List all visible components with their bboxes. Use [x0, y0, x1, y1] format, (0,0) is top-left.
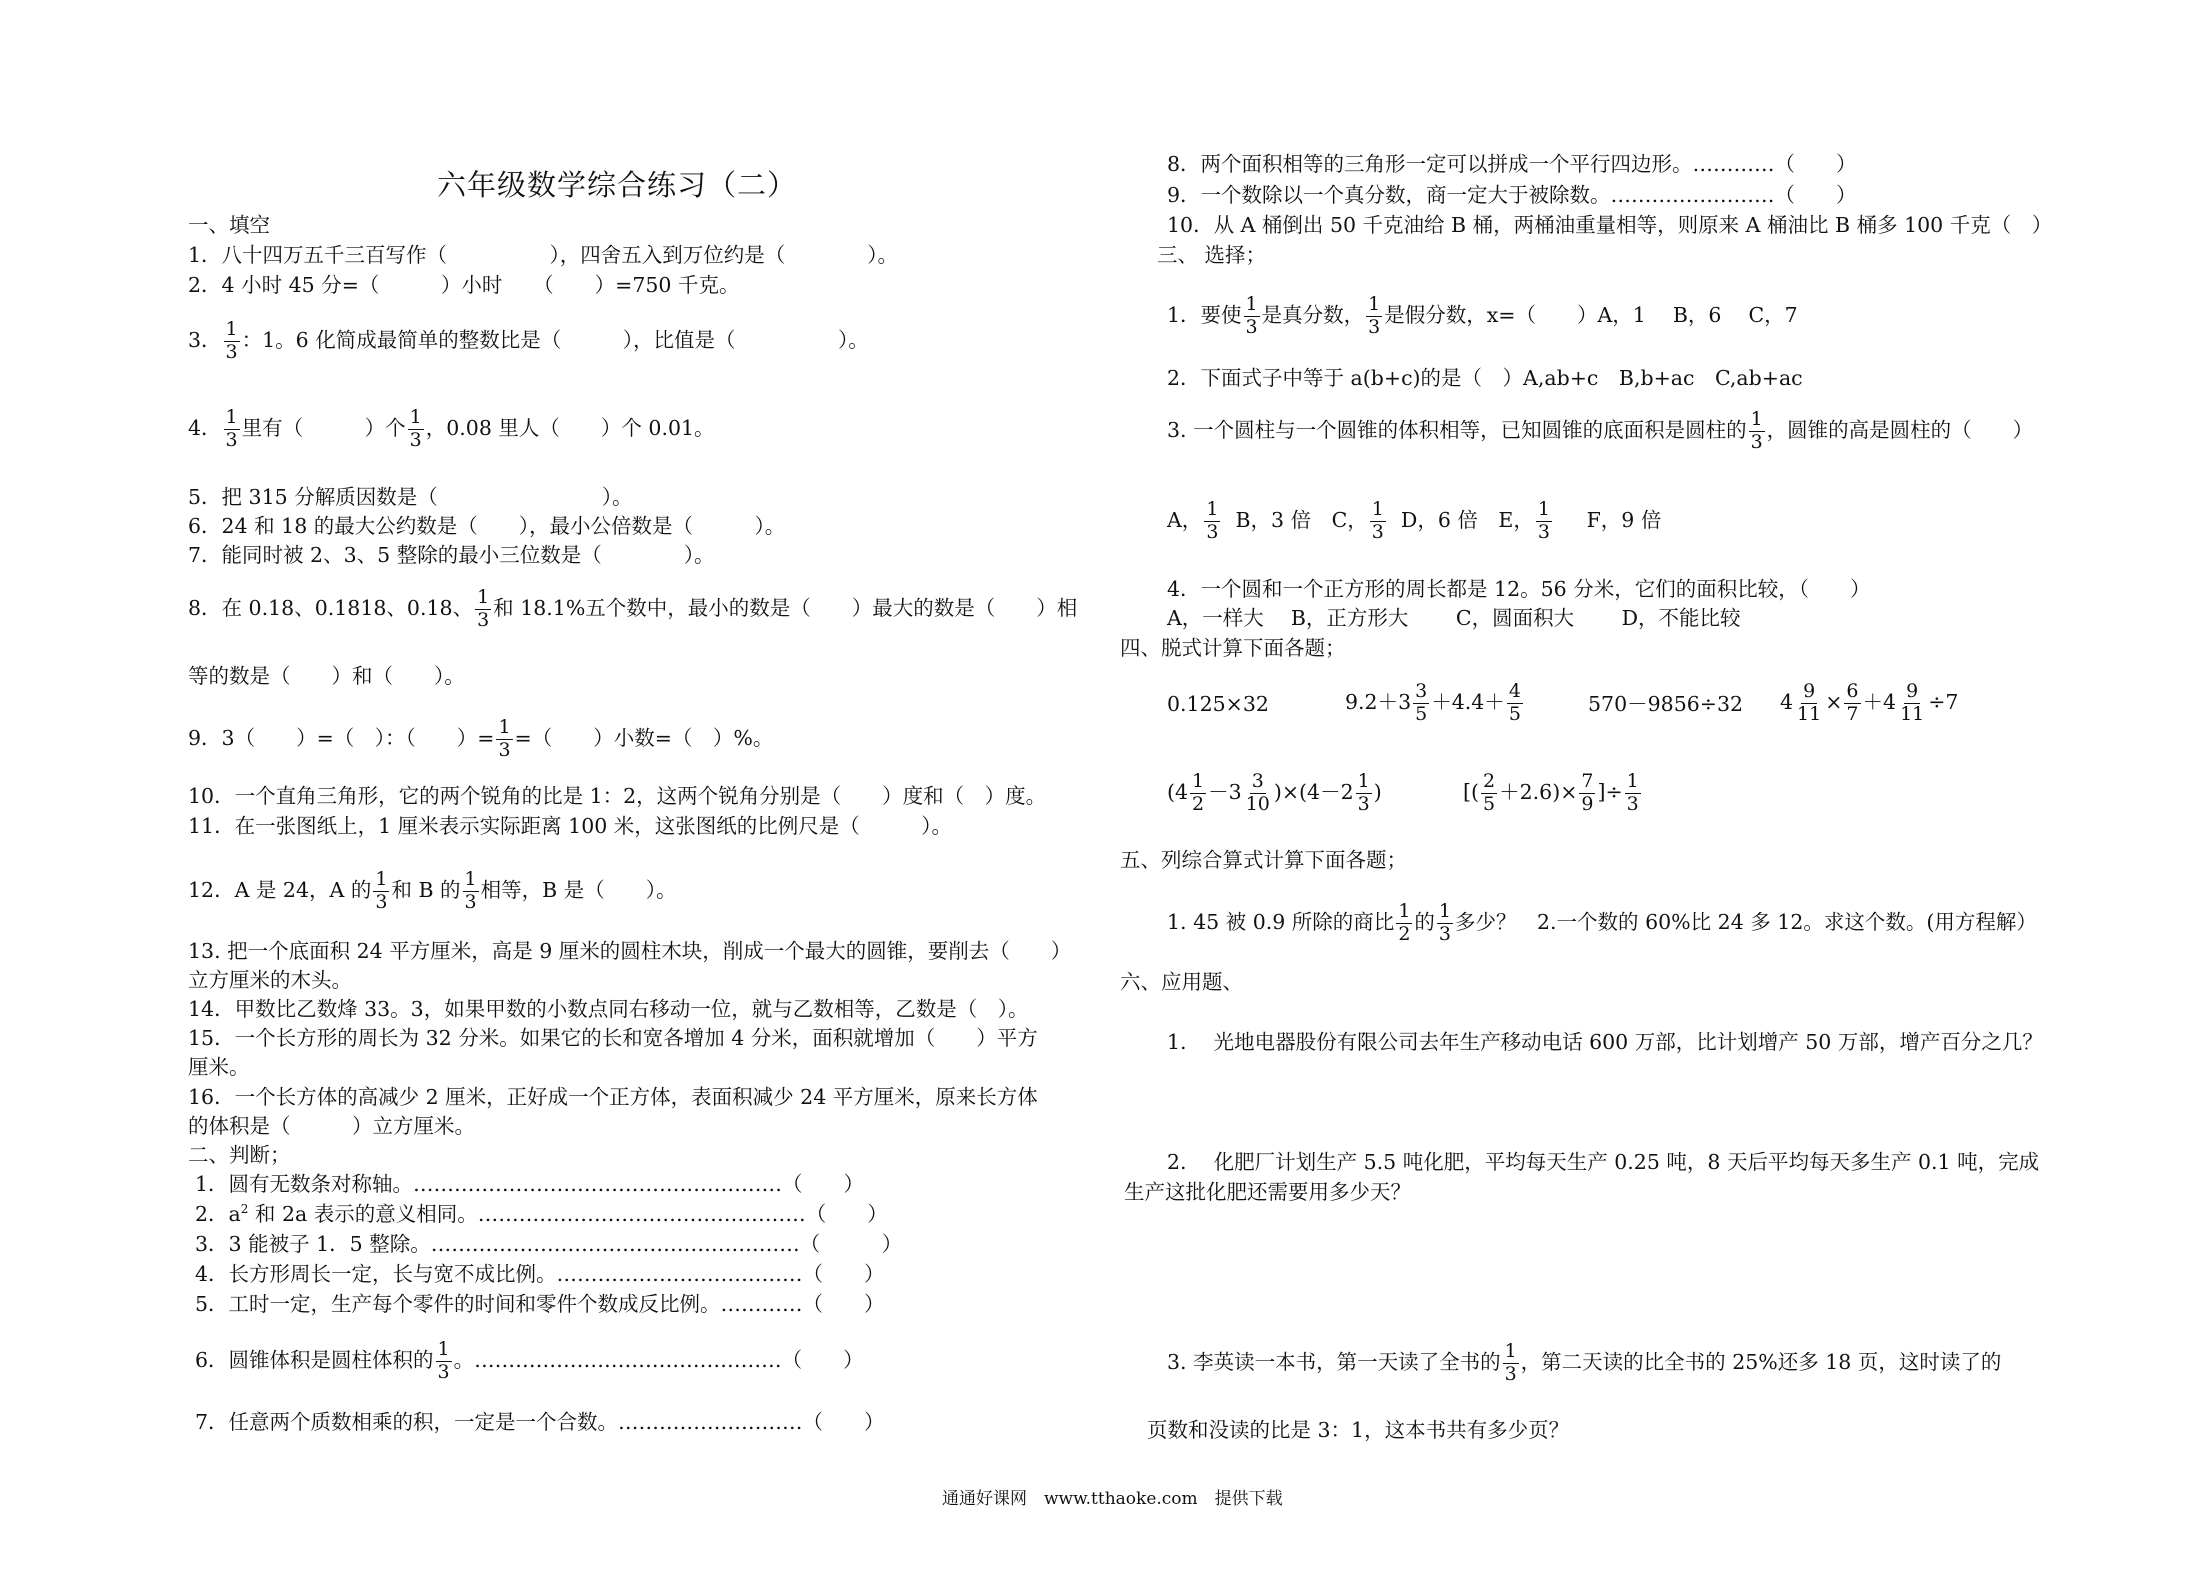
fill-q5: 5．把 315 分解质因数是（ ）。 [188, 485, 633, 509]
fill-q6: 6．24 和 18 的最大公约数是（ ），最小公倍数是（ ）。 [188, 514, 786, 538]
word-q3-cont: 页数和没读的比是 3：1，这本书共有多少页？ [1147, 1418, 1570, 1442]
fill-q9: 9．3（ ）=（ ）：（ ）= $\frac{1}{3}$ =（ ）小数=（ ）%。 [188, 716, 774, 761]
choice-q4-options: A，一样大 B，正方形大 C，圆面积大 D，不能比较 [1167, 606, 1741, 630]
judge-q2: 2．$a^2$ 和 2a 表示的意义相同。…………………………………………（ ） [195, 1202, 888, 1226]
fill-q1: 1．八十四万五千三百写作（ ），四舍五入到万位约是（ ）。 [188, 243, 899, 267]
fraction-one-third: $\frac{1}{3}$ [1206, 498, 1219, 543]
fill-q15-cont: 厘米。 [188, 1055, 250, 1079]
judge-q1: 1．圆有无数条对称轴。………………………………………………（ ） [195, 1172, 865, 1196]
fill-q3: 3． $\frac{1}{3}$ ：1。6 化简成最简单的整数比是（ ），比值是（ ）。 [188, 318, 869, 363]
fill-q11: 11．在一张图纸上，1 厘米表示实际距离 100 米，这张图纸的比例尺是（ ）。 [188, 814, 953, 838]
fraction-one-half: $\frac{1}{2}$ [1398, 900, 1411, 945]
word-q2: 2. 化肥厂计划生产 5.5 吨化肥，平均每天生产 0.25 吨，8 天后平均每天多生产 0.1 吨，完成 [1167, 1150, 2040, 1174]
judge-q9: 9．一个数除以一个真分数，商一定大于被除数。……………………（ ） [1167, 183, 1857, 207]
section-heading-word: 六、应用题、 [1120, 970, 1243, 994]
calc-e6: [( $\frac{2}{5}$ ＋2.6)× $\frac{7}{9}$ ]÷ $\frac{1}{3}$ [1463, 770, 1639, 815]
fraction: $\frac{3}{10}$ [1245, 770, 1270, 815]
footer-credit: 通通好课网 www.tthaoke.com 提供下载 [942, 1489, 1283, 1509]
fraction: $\frac{6}{7}$ [1846, 680, 1859, 725]
fraction-one-third: $\frac{1}{3}$ [225, 318, 238, 363]
fraction-one-third: $\frac{1}{3}$ [1537, 498, 1550, 543]
calc-e5: (4 $\frac{1}{2}$ －3 $\frac{3}{10}$ )×(4－2 $\frac{1}{3}$ ) [1167, 770, 1382, 815]
choice-q4: 4．一个圆和一个正方形的周长都是 12。56 分米，它们的面积比较，（ ） [1167, 577, 1871, 601]
fill-q4: 4． $\frac{1}{3}$ 里有（ ）个 $\frac{1}{3}$ ，0.08 里人（ ）个 0.01。 [188, 406, 715, 451]
fraction-one-third: $\frac{1}{3}$ [1438, 900, 1451, 945]
fraction-one-third: $\frac{1}{3}$ [498, 716, 511, 761]
fraction-one-third: $\frac{1}{3}$ [375, 868, 388, 913]
fraction: $\frac{7}{9}$ [1581, 770, 1594, 815]
fraction-one-third: $\frac{1}{3}$ [225, 406, 238, 451]
section-heading-judge: 二、判断； [188, 1143, 291, 1167]
fill-q16-cont: 的体积是（ ）立方厘米。 [188, 1114, 475, 1138]
fraction-one-third: $\frac{1}{3}$ [1245, 293, 1258, 338]
fraction-one-third: $\frac{1}{3}$ [477, 586, 490, 631]
fill-q8-cont: 等的数是（ ）和（ ）。 [188, 664, 465, 688]
section-heading-fill: 一、填空 [188, 213, 270, 237]
fraction: $\frac{1}{3}$ [1357, 770, 1370, 815]
calc-e4: 4 $\frac{9}{11}$ × $\frac{6}{7}$ ＋4 $\frac{9}{11}$ ÷7 [1780, 680, 1959, 725]
judge-q10: 10．从 A 桶倒出 50 千克油给 B 桶，两桶油重量相等，则原来 A 桶油比 B 桶多 100 千克（ ） [1167, 213, 2053, 237]
fill-q2: 2．4 小时 45 分=（ ）小时 （ ）=750 千克。 [188, 273, 740, 297]
calc-e3: 570－9856÷32 [1588, 692, 1744, 716]
fill-q12: 12．A 是 24，A 的 $\frac{1}{3}$ 和 B 的 $\frac{1}{3}$ 相等，B 是（ ）。 [188, 868, 677, 913]
choice-q2: 2．下面式子中等于 a(b+c)的是（ ）A,ab+c B,b+ac C,ab+ac [1167, 366, 1803, 390]
fraction: $\frac{3}{5}$ [1415, 680, 1428, 725]
word-q2-cont: 生产这批化肥还需要用多少天？ [1124, 1180, 1411, 1204]
fraction-one-third: $\frac{1}{3}$ [409, 406, 422, 451]
judge-q4: 4．长方形周长一定，长与宽不成比例。………………………………（ ） [195, 1262, 885, 1286]
fraction-one-third: $\frac{1}{3}$ [464, 868, 477, 913]
expr-problems: 1. 45 被 0.9 所除的商比 $\frac{1}{2}$ 的 $\frac{1}{3}$ 多少？ 2.一个数的 60%比 24 多 12。求这个数。(用方程解） [1167, 900, 2037, 945]
fraction-one-third: $\frac{1}{3}$ [1371, 498, 1384, 543]
choice-q3: 3. 一个圆柱与一个圆锥的体积相等，已知圆锥的底面积是圆柱的 $\frac{1}{3}$ ，圆锥的高是圆柱的（ ） [1167, 408, 2034, 453]
section-heading-choice: 三、 选择； [1157, 243, 1267, 267]
section-heading-expr: 五、列综合算式计算下面各题； [1120, 848, 1407, 872]
judge-q7: 7．任意两个质数相乘的积，一定是一个合数。………………………（ ） [195, 1410, 885, 1434]
fraction-one-third: $\frac{1}{3}$ [1750, 408, 1763, 453]
fraction-one-third: $\frac{1}{3}$ [1504, 1340, 1517, 1385]
fraction: $\frac{1}{3}$ [1626, 770, 1639, 815]
fill-q8: 8．在 0.18、0.1818、0.18、 $\frac{1}{3}$ 和 18.1%五个数中，最小的数是（ ）最大的数是（ ）相 [188, 586, 1078, 631]
fill-q10: 10．一个直角三角形，它的两个锐角的比是 1：2，这两个锐角分别是（ ）度和（ ）度。 [188, 784, 1047, 808]
fill-q14: 14．甲数比乙数烽 33。3，如果甲数的小数点同右移动一位，就与乙数相等，乙数是（ ）。 [188, 997, 1029, 1021]
fraction: $\frac{9}{11}$ [1797, 680, 1822, 725]
fraction-one-third: $\frac{1}{3}$ [437, 1338, 450, 1383]
judge-q8: 8．两个面积相等的三角形一定可以拼成一个平行四边形。…………（ ） [1167, 152, 1857, 176]
fraction: $\frac{9}{11}$ [1900, 680, 1925, 725]
fill-q15: 15．一个长方形的周长为 32 分米。如果它的长和宽各增加 4 分米，面积就增加（ ）平方 [188, 1026, 1038, 1050]
judge-q3: 3．3 能被子 1．5 整除。………………………………………………（ ） [195, 1232, 903, 1256]
section-heading-calc: 四、脱式计算下面各题； [1120, 636, 1346, 660]
judge-q5: 5．工时一定，生产每个零件的时间和零件个数成反比例。…………（ ） [195, 1292, 885, 1316]
fraction: $\frac{1}{2}$ [1192, 770, 1205, 815]
fill-q16: 16．一个长方体的高减少 2 厘米，正好成一个正方体，表面积减少 24 平方厘米，原来长方体 [188, 1085, 1038, 1109]
calc-e1: 0.125×32 [1167, 692, 1269, 716]
page-title: 六年级数学综合练习（二） [437, 168, 798, 202]
judge-q6: 6．圆锥体积是圆柱体积的 $\frac{1}{3}$ 。………………………………………（ ） [195, 1338, 864, 1383]
fraction: $\frac{4}{5}$ [1508, 680, 1521, 725]
fraction: $\frac{2}{5}$ [1483, 770, 1496, 815]
choice-q1: 1．要使 $\frac{1}{3}$ 是真分数， $\frac{1}{3}$ 是假分数，x=（ ）A，1 B，6 C，7 [1167, 293, 1798, 338]
word-q1: 1. 光地电器股份有限公司去年生产移动电话 600 万部，比计划增产 50 万部，增产百分之几？ [1167, 1030, 2043, 1054]
word-q3: 3. 李英读一本书，第一天读了全书的 $\frac{1}{3}$ ，第二天读的比全书的 25%还多 18 页，这时读了的 [1167, 1340, 2002, 1385]
fill-q13-cont: 立方厘米的木头。 [188, 968, 352, 992]
choice-q3-options: A， $\frac{1}{3}$ B，3 倍 C， $\frac{1}{3}$ D，6 倍 E， $\frac{1}{3}$ F，9 倍 [1167, 498, 1662, 543]
fraction-one-third: $\frac{1}{3}$ [1368, 293, 1381, 338]
fill-q7: 7．能同时被 2、3、5 整除的最小三位数是（ ）。 [188, 543, 715, 567]
calc-e2: 9.2＋3 $\frac{3}{5}$ ＋4.4＋ $\frac{4}{5}$ [1345, 680, 1521, 725]
fill-q13: 13. 把一个底面积 24 平方厘米，高是 9 厘米的圆柱木块，削成一个最大的圆锥，要削去（ ） [188, 939, 1072, 963]
